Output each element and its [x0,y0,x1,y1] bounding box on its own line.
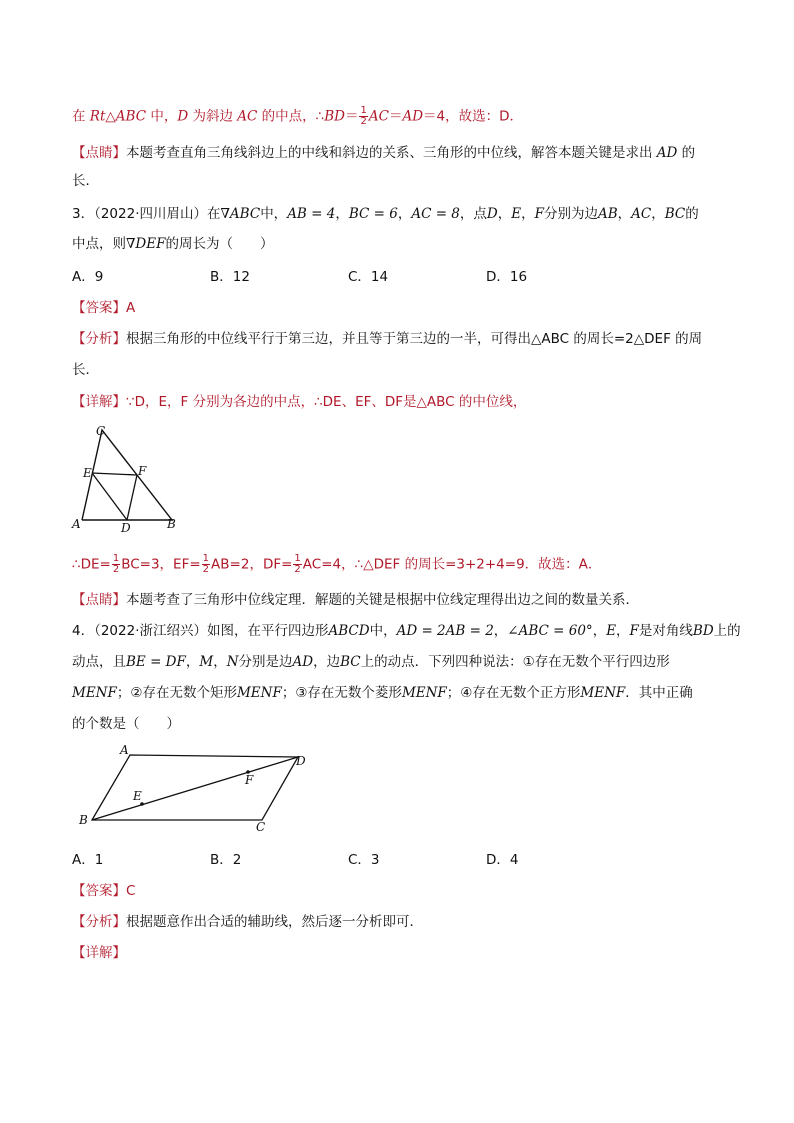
label-a: A [120,745,129,757]
label-d: D [121,521,131,535]
detail-4: 【详解】 [72,945,126,961]
option-d: D．16 [486,269,528,285]
detail-3: 【详解】∵D，E，F 分别为各边的中点，∴DE、EF、DF是△ABC 的中位线， [72,394,527,410]
math: AC [237,108,258,125]
option-d: D．4 [486,852,519,868]
label-d: D [296,754,306,768]
option-b: B．2 [210,852,242,868]
answer-4: 【答案】C [72,883,136,899]
question-4-cont3: 的个数是（ ） [72,716,180,732]
text: 的 [677,145,696,161]
question-3: 3．（2022·四川眉山）在∇ABC中，AB = 4，BC = 6，AC = 8，点D，E，F分别为边AB，AC，BC的 [72,206,699,222]
math: AC [368,108,389,125]
label-b: B [167,517,176,531]
calc-3: ∴DE= $\frac{1}{2}$ BC=3，EF= $\frac{1}{2}$ AB=2，DF= $\frac{1}{2}$ AC=4，∴△DEF 的周长=3+2+4=9．故选：A． [72,553,602,575]
fraction: $\frac{1}{2}$ [360,105,367,127]
option-c: C．14 [348,269,389,285]
math: BD [324,108,345,125]
comment-line-cont: 长． [72,173,99,189]
question-3-cont: 中点，则∇DEF的周长为（ ） [72,236,274,252]
text: ＝4，故选：D． [423,108,524,125]
label-e: E [83,466,92,480]
answer-3: 【答案】A [72,300,136,316]
option-a: A．1 [72,852,104,868]
question-4: 4．（2022·浙江绍兴）如图，在平行四边形ABCD中，AD = 2AB = 2，∠ABC = 60°，E，F是对角线BD上的 [72,623,741,639]
label-b: B [79,813,88,827]
comment-3: 【点睛】本题考查了三角形中位线定理．解题的关键是根据中位线定理得出边之间的数量关系． [72,592,639,608]
text: 在 [72,108,90,125]
text: ＝ [388,108,403,125]
label-c: C [256,820,266,834]
label-c: C [96,424,106,438]
text: 为斜边 [188,108,238,125]
text: 本题考查直角三角线斜边上的中线和斜边的关系、三角形的中位线，解答本题关键是求出 [126,145,657,161]
solution-line [72,106,523,127]
math: AD [656,145,678,161]
label-e: E [133,789,142,803]
analysis-3: 【分析】根据三角形的中位线平行于第三边，并且等于第三边的一半，可得出△ABC 的周长=2△DEF 的周 [72,331,703,347]
label-a: A [72,517,81,531]
analysis-3-cont: 长． [72,362,99,378]
text: ＝ [344,108,359,125]
question-4-cont2: MENF；②存在无数个矩形MENF；③存在无数个菱形MENF；④存在无数个正方形MENF．其中正确 [72,685,693,701]
option-c: C．3 [348,852,380,868]
section-tag: 【点睛】 [72,145,126,161]
parallelogram-figure [74,745,314,837]
label-f: F [138,464,147,478]
question-4-cont: 动点，且BE = DF，M，N分别是边AD，边BC上的动点．下列四种说法：①存在无数个平行四边形 [72,654,670,670]
option-a: A．9 [72,269,104,285]
math: D [177,108,189,125]
text: 的中点，∴ [257,108,325,125]
triangle-figure [66,420,186,536]
math: AD [402,108,424,125]
label-f: F [245,773,254,787]
comment-line [72,144,695,162]
text: 中， [146,108,178,125]
math: Rt△ABC [89,108,147,125]
analysis-4: 【分析】根据题意作出合适的辅助线，然后逐一分析即可． [72,914,423,930]
option-b: B．12 [210,269,250,285]
